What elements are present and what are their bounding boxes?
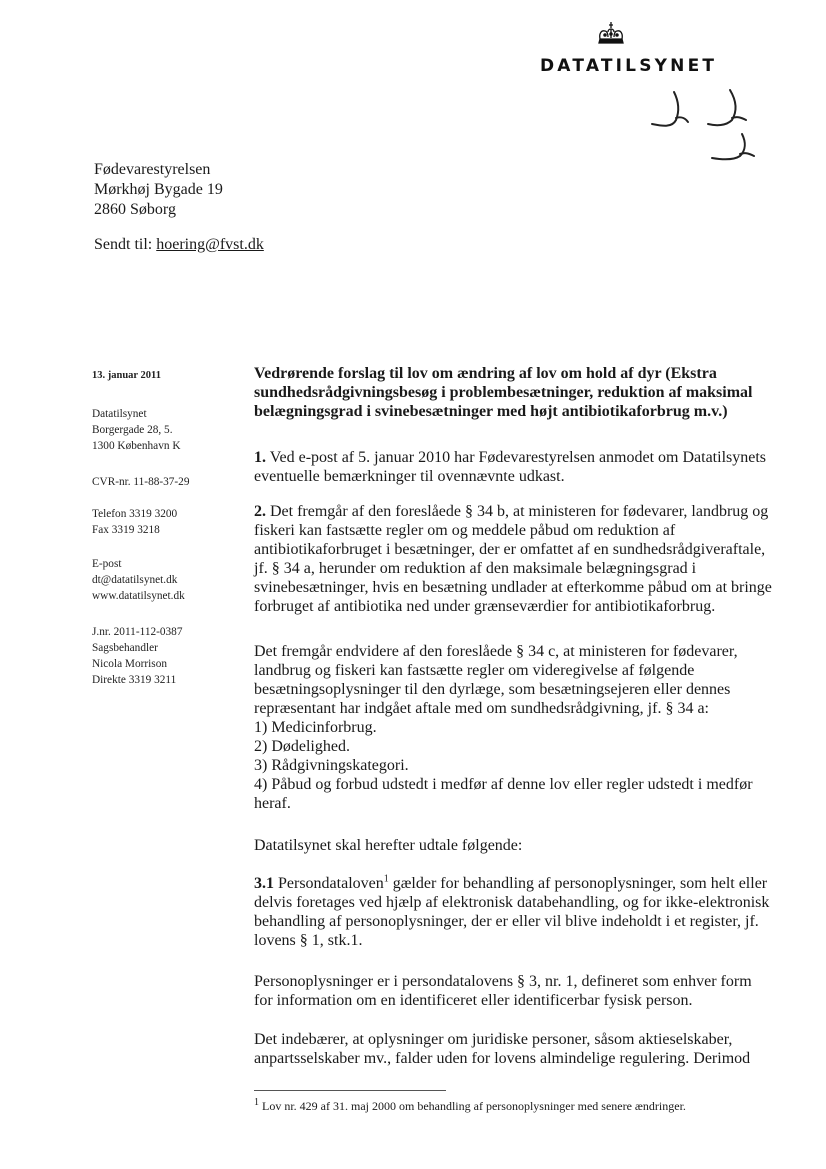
letter-date: 13. januar 2011 [92, 370, 161, 381]
paragraph-number: 1. [254, 449, 266, 466]
letter-subject: Vedrørende forslag til lov om ændring af lov om hold af dyr (Ekstra sundhedsrådgivningsbesøg i problembesætninger, reduktion af maksimal belægningsgrad i svinebesætninger med højt antibiotikaforbrug m.v.) [254, 365, 753, 420]
footnote-text: Lov nr. 429 af 31. maj 2000 om behandling af personoplysninger med senere ændringer. [259, 1099, 686, 1113]
sender-phone: Telefon 3319 3200 [92, 508, 178, 520]
sender-fax: Fax 3319 3218 [92, 524, 160, 536]
paragraph-6: Personoplysninger er i persondatalovens § 3, nr. 1, defineret som enhver form for information om en identificeret eller identificerbar fysisk person. [254, 973, 752, 1009]
footnote-number: 1 [254, 1097, 259, 1108]
sent-to-line [94, 236, 264, 254]
sender-street: Borgergade 28, 5. [92, 424, 173, 436]
paragraph-7: Det indebærer, at oplysninger om juridiske personer, såsom aktieselskaber, anpartsselskaber mv., falder uden for lovens almindelige regulering. Derimod [254, 1031, 751, 1067]
footnote-ref[interactable]: 1 [383, 873, 389, 885]
case-handler-direct: Direkte 3319 3211 [92, 674, 177, 686]
case-handler-label: Sagsbehandler [92, 642, 158, 654]
list-item: 4) Påbud og forbud udstedt i medfør af denne lov eller regler udstedt i medfør heraf. [254, 776, 753, 812]
paragraph-number: 2. [254, 503, 266, 520]
recipient-name: Fødevarestyrelsen [94, 161, 211, 178]
paragraph-number: 3.1 [254, 875, 274, 892]
sender-org-name: Datatilsynet [92, 408, 147, 420]
paragraph-2 [254, 502, 774, 616]
signature-initials [642, 86, 762, 168]
case-handler-name: Nicola Morrison [92, 658, 167, 670]
sender-cvr: CVR-nr. 11-88-37-29 [92, 476, 190, 488]
info-list [254, 718, 774, 813]
footnote [254, 1098, 686, 1114]
sent-to-email-link[interactable]: hoering@fvst.dk [156, 236, 264, 253]
sender-city: 1300 København K [92, 440, 181, 452]
paragraph-3: Det fremgår endvidere af den foreslåede § 34 c, at ministeren for fødevarer, landbrug og fiskeri kan fastsætte regler om videregivelse af følgende besætningsoplysninger til den dyrlæge, som besætningsejeren eller dennes repræsentant har indgået aftale med om sundhedsrådgivning, jf. § 34 a: [254, 643, 738, 717]
sender-phone-block [92, 506, 177, 538]
paragraph-text: Ved e-post af 5. januar 2010 har Fødevarestyrelsen anmodet om Datatilsynets eventuelle bemærkninger til ovennævnte udkast. [254, 449, 767, 485]
paragraph-lead: Persondataloven [274, 875, 384, 892]
sender-email[interactable]: dt@datatilsynet.dk [92, 574, 178, 586]
case-info-block [92, 624, 182, 688]
recipient-street: Mørkhøj Bygade 19 [94, 181, 223, 198]
sender-website[interactable]: www.datatilsynet.dk [92, 590, 185, 602]
sender-email-block [92, 556, 185, 604]
sent-to-label: Sendt til: [94, 236, 157, 253]
paragraph-5 [254, 874, 774, 950]
list-item: 2) Dødelighed. [254, 738, 350, 755]
list-item: 1) Medicinforbrug. [254, 719, 377, 736]
brand-wordmark: DATATILSYNET [540, 56, 718, 76]
journal-number: J.nr. 2011-112-0387 [92, 626, 183, 638]
paragraph-4: Datatilsynet skal herefter udtale følgende: [254, 837, 523, 854]
paragraph-text: gælder for behandling af personoplysninger, som helt eller delvis foretages ved hjælp af elektronisk databehandling, og for ikke-elektronisk behandling af personoplysninger, der er eller vil blive indeholdt i et register, jf. lovens § 1, stk.1. [254, 875, 770, 949]
sender-address [92, 406, 180, 454]
footnote-divider [254, 1090, 446, 1091]
recipient-city: 2860 Søborg [94, 201, 176, 218]
paragraph-text: Det fremgår af den foreslåede § 34 b, at ministeren for fødevarer, landbrug og fiskeri kan fastsætte regler om og meddele påbud om reduktion af antibiotikaforbruget i besætninger, der er omfattet af en sundhedsrådgiveraftale, jf. § 34 a, herunder om reduktion af den maksimale belægningsgrad i svinebesætninger, hvis en besætning undlader at efterkomme påbud om at bringe forbruget af antibiotika ned under grænseværdier for antibiotikaforbrug. [254, 503, 772, 615]
sender-email-label: E-post [92, 558, 122, 570]
crown-icon [596, 20, 626, 46]
list-item: 3) Rådgivningskategori. [254, 757, 409, 774]
paragraph-1 [254, 448, 774, 486]
